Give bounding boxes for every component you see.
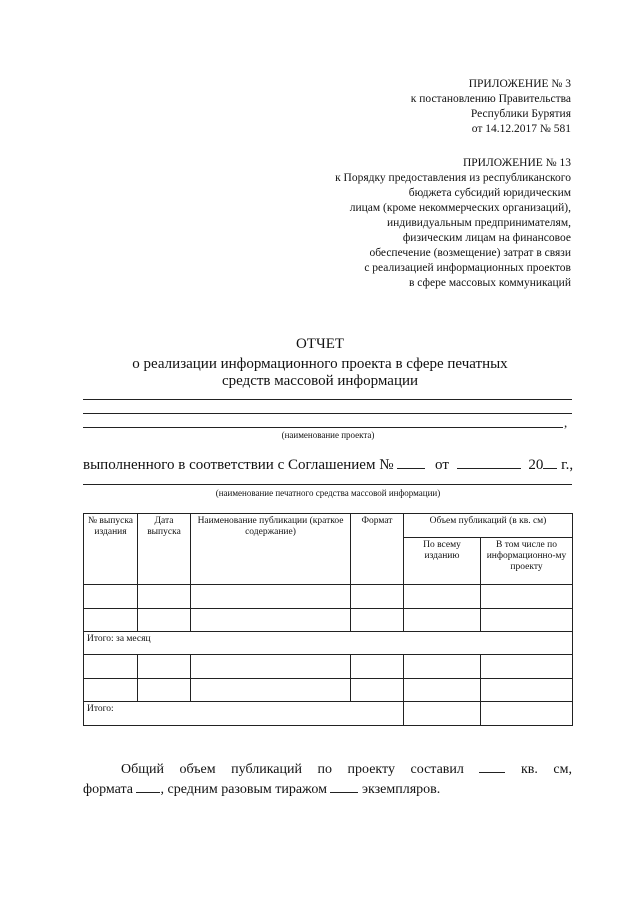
media-name-caption: (наименование печатного средства массовой информации) [215, 488, 441, 498]
area-blank [479, 759, 505, 773]
appendix-13-line: индивидуальным предпринимателям, [387, 217, 571, 229]
table-cell [404, 679, 481, 702]
month-total-row [84, 632, 573, 655]
table-cell [351, 655, 404, 679]
table-cell [404, 609, 481, 632]
table-row [84, 585, 573, 609]
table-cell [404, 655, 481, 679]
agreement-line [83, 455, 573, 474]
appendix-13-block [335, 156, 571, 291]
table-cell [84, 585, 138, 609]
table-cell [138, 609, 191, 632]
header-issue-date: Дата выпуска [138, 514, 191, 585]
header-volume-project: В том числе по информационно-му проекту [481, 538, 573, 585]
table-cell [404, 702, 481, 726]
summary-text: экземпляров. [361, 782, 441, 797]
summary-paragraph-line-2 [83, 779, 572, 800]
summary-text: кв. см, [520, 762, 573, 777]
table-cell [351, 679, 404, 702]
appendix-13-line: в сфере массовых коммуникаций [408, 277, 571, 289]
appendix-13-title: ПРИЛОЖЕНИЕ № 13 [462, 157, 571, 169]
format-blank [136, 779, 160, 793]
table-cell [138, 655, 191, 679]
month-total-label: Итого: за месяц [84, 632, 573, 655]
appendix-13-line: обеспечение (возмещение) затрат в связи [369, 247, 571, 259]
table-cell [351, 609, 404, 632]
report-subtitle-line-1: о реализации информационного проекта в сфере печатных [132, 356, 508, 372]
summary-text: формата [83, 782, 133, 797]
summary-paragraph-line-1 [83, 759, 572, 780]
table-cell [84, 609, 138, 632]
agreement-suffix: г., [561, 457, 574, 473]
table-cell [138, 585, 191, 609]
agreement-date-blank [457, 455, 521, 469]
header-issue-number: № выпуска издания [84, 514, 138, 585]
table-cell [481, 609, 573, 632]
header-volume: Объем публикаций (в кв. см) [404, 514, 573, 538]
agreement-prefix: выполненного в соответствии с Соглашением № [83, 457, 394, 473]
agreement-number-blank [397, 455, 425, 469]
appendix-13-line: бюджета субсидий юридическим [408, 187, 571, 199]
table-cell [191, 655, 351, 679]
table-cell [191, 609, 351, 632]
agreement-year: 20 [528, 457, 544, 473]
circulation-blank [330, 779, 358, 793]
summary-text: Общий объем публикаций по проекту составил [121, 762, 464, 777]
project-name-caption: (наименование проекта) [281, 430, 375, 440]
project-name-line [83, 413, 572, 414]
appendix-3-block [411, 77, 571, 137]
table-cell [191, 679, 351, 702]
table-cell [351, 585, 404, 609]
appendix-3-line: к постановлению Правительства [410, 93, 571, 105]
report-subtitle-line-2: средств массовой информации [221, 373, 419, 389]
appendix-13-line: с реализацией информационных проектов [364, 262, 571, 274]
grand-total-label: Итого: [84, 702, 404, 726]
table-row [84, 609, 573, 632]
table-row [84, 655, 573, 679]
table-cell [138, 679, 191, 702]
report-title: ОТЧЕТ [295, 336, 345, 352]
grand-total-row [84, 702, 573, 726]
appendix-3-title: ПРИЛОЖЕНИЕ № 3 [468, 78, 571, 90]
table-cell [481, 655, 573, 679]
table-cell [191, 585, 351, 609]
table-cell [84, 655, 138, 679]
header-publication-name: Наименование публикации (краткое содержание) [191, 514, 351, 585]
project-name-line [83, 399, 572, 400]
appendix-13-line: физическим лицам на финансовое [402, 232, 571, 244]
trailing-comma: , [564, 415, 568, 430]
publications-table [83, 513, 573, 726]
appendix-3-line: Республики Бурятия [470, 108, 571, 120]
table-row [84, 679, 573, 702]
table-cell [481, 679, 573, 702]
table-cell [84, 679, 138, 702]
table-cell [481, 702, 573, 726]
project-name-line [83, 427, 563, 428]
media-name-line [83, 484, 572, 485]
header-format: Формат [351, 514, 404, 585]
appendix-3-line: от 14.12.2017 № 581 [471, 123, 571, 135]
appendix-13-line: к Порядку предоставления из республиканского [335, 172, 571, 184]
agreement-year-blank [543, 455, 557, 469]
table-cell [404, 585, 481, 609]
table-header-row [84, 514, 573, 538]
header-volume-total: По всему изданию [404, 538, 481, 585]
table-cell [481, 585, 573, 609]
appendix-13-line: лицам (кроме некоммерческих организаций), [349, 202, 571, 214]
agreement-from: от [435, 457, 449, 473]
summary-text: , средним разовым тиражом [160, 782, 327, 797]
